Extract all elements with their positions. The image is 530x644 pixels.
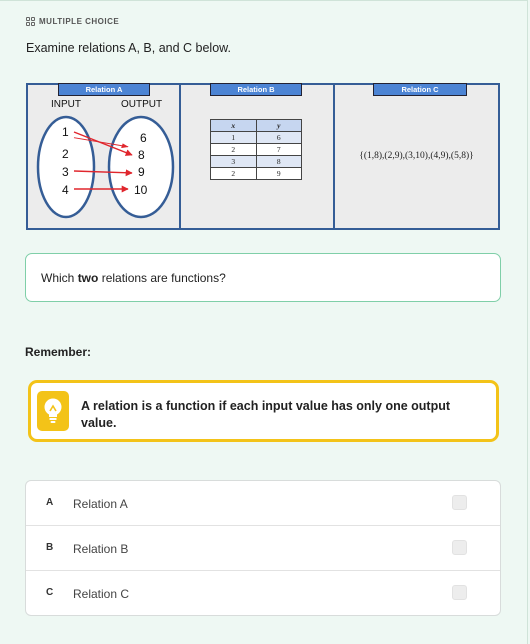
table-header-y: y [256, 120, 302, 132]
input-value: 2 [62, 147, 69, 161]
input-value: 3 [62, 165, 69, 179]
output-value: 9 [138, 165, 145, 179]
remember-heading: Remember: [25, 345, 92, 359]
output-value: 8 [138, 148, 145, 162]
table-row [211, 156, 302, 168]
mapping-diagram [28, 85, 181, 232]
input-label: INPUT [51, 99, 81, 110]
option-c[interactable] [26, 571, 500, 616]
option-label: Relation B [73, 542, 129, 556]
output-label: OUTPUT [121, 99, 163, 110]
table-cell: 8 [256, 156, 302, 168]
table-row [211, 144, 302, 156]
relations-figure [26, 83, 500, 230]
input-value: 4 [62, 183, 69, 197]
output-value: 10 [134, 183, 148, 197]
option-letter: A [46, 497, 54, 508]
relation-c-set: {(1,8),(2,9),(3,10),(4,9),(5,8)} [359, 151, 474, 161]
question-emphasis: two [77, 271, 99, 285]
relation-a-panel [28, 85, 181, 228]
table-cell: 6 [256, 132, 302, 144]
relation-b-table [210, 119, 302, 180]
table-row [211, 168, 302, 180]
relation-b-title: Relation B [210, 83, 302, 96]
answer-options [25, 480, 501, 616]
question-suffix: relations are functions? [98, 271, 226, 285]
question-text [41, 271, 226, 285]
option-letter: B [46, 542, 54, 553]
relation-c-panel [335, 85, 498, 228]
table-row [211, 132, 302, 144]
option-b[interactable] [26, 526, 500, 571]
question-type-header [26, 17, 119, 26]
option-label: Relation A [73, 497, 128, 511]
option-checkbox[interactable] [452, 495, 467, 510]
hint-text: A relation is a function if each input value has only one output value. [81, 399, 451, 430]
relation-b-panel [181, 85, 335, 228]
option-a[interactable] [26, 481, 500, 526]
table-cell: 1 [211, 132, 257, 144]
option-checkbox[interactable] [452, 585, 467, 600]
table-cell: 3 [211, 156, 257, 168]
table-header-x: x [211, 120, 257, 132]
option-letter: C [46, 587, 54, 598]
hint-callout [28, 380, 499, 442]
grid-icon [26, 17, 35, 26]
output-value: 6 [140, 131, 147, 145]
input-value: 1 [62, 125, 69, 139]
relation-a-title: Relation A [58, 83, 150, 96]
relation-c-title: Relation C [373, 83, 467, 96]
table-cell: 2 [211, 168, 257, 180]
question-prompt: Examine relations A, B, and C below. [26, 41, 231, 55]
table-cell: 9 [256, 168, 302, 180]
option-checkbox[interactable] [452, 540, 467, 555]
lightbulb-icon [37, 391, 69, 431]
question-box [25, 253, 501, 302]
question-prefix: Which [41, 271, 78, 285]
question-type-label: MULTIPLE CHOICE [39, 17, 120, 26]
option-label: Relation C [73, 587, 130, 601]
table-cell: 2 [211, 144, 257, 156]
table-cell: 7 [256, 144, 302, 156]
